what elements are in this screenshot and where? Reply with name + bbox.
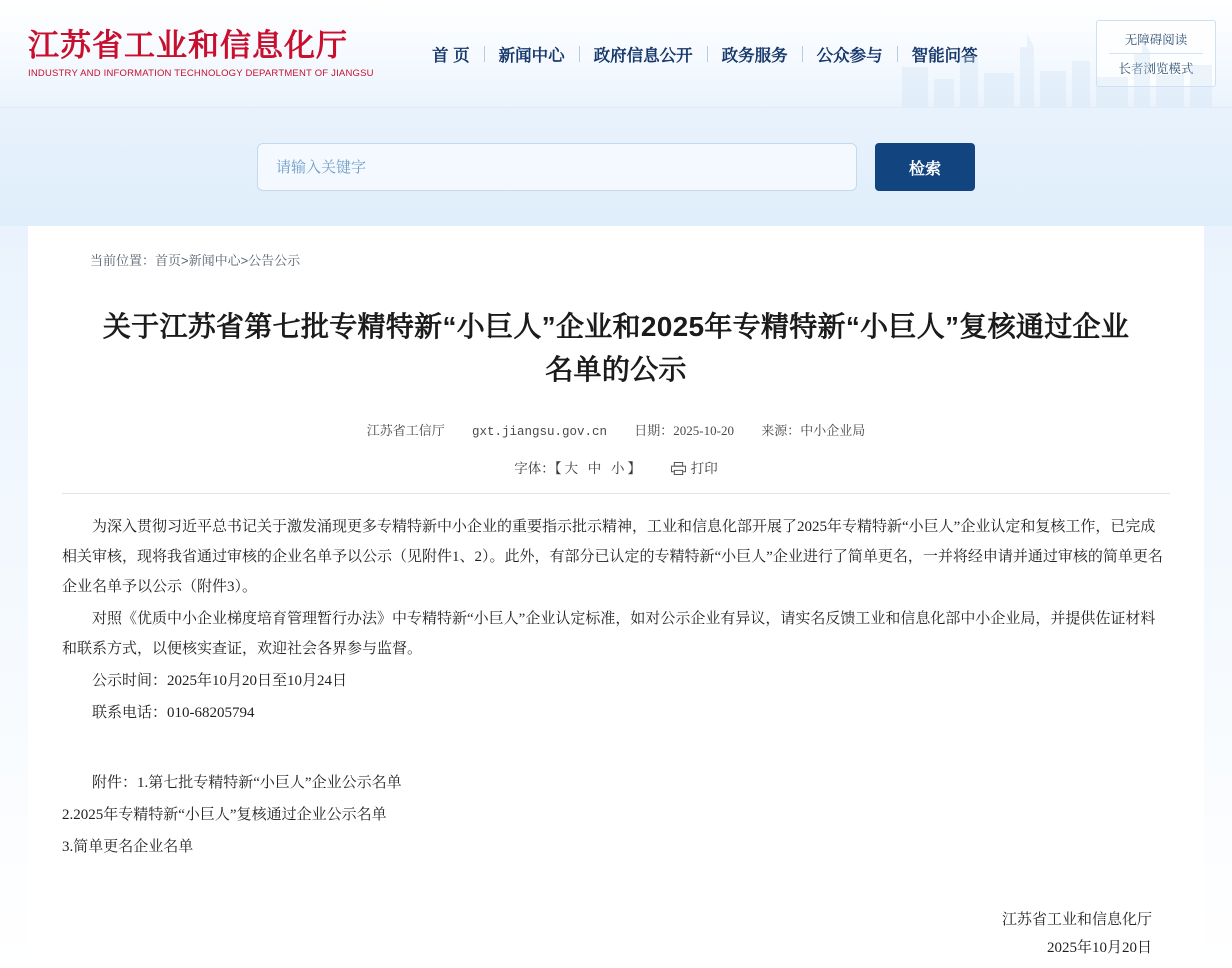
breadcrumb[interactable]: 当前位置：首页>新闻中心>公告公示 — [90, 253, 301, 268]
accessibility-reading-link[interactable]: 无障碍阅读 — [1124, 33, 1188, 47]
article-paragraph-2: 对照《优质中小企业梯度培育管理暂行办法》中专精特新“小巨人”企业认定标准，如对公示企业有异议，请实名反馈工业和信息化部中小企业局，并提供佐证材料和联系方式，以便核实查证，欢迎社会各界参与监督。 — [62, 610, 1156, 657]
font-size-small[interactable]: 小 — [611, 460, 625, 476]
article-card — [28, 226, 1204, 968]
attachments-section — [62, 768, 1170, 862]
signature-org: 江苏省工业和信息化厅 — [1001, 911, 1152, 928]
nav-item-government-services[interactable]: 政务服务 — [721, 46, 788, 65]
font-size-controls — [62, 457, 1170, 477]
logo-title-cn: 江苏省工业和信息化厅 — [28, 27, 348, 63]
font-label: 字体： — [514, 460, 555, 476]
attachment-1-label: 1.第七批专精特新“小巨人”企业公示名单 — [137, 774, 402, 791]
signature-block — [62, 906, 1170, 963]
attachment-item-2[interactable]: 2.2025年专精特新“小巨人”复核通过企业公示名单 — [62, 806, 387, 823]
site-logo[interactable] — [0, 28, 400, 80]
search-button[interactable]: 检索 — [875, 143, 975, 191]
nav-item-home[interactable]: 首 页 — [432, 46, 470, 65]
nav-item-public-participation[interactable]: 公众参与 — [816, 46, 883, 65]
elder-browsing-mode-link[interactable]: 长者浏览模式 — [1118, 62, 1194, 76]
bracket-close: 】 — [627, 460, 641, 476]
font-size-medium[interactable]: 中 — [587, 460, 602, 476]
search-section — [0, 108, 1232, 226]
print-label: 打印 — [690, 460, 718, 476]
signature-date: 2025年10月20日 — [1046, 940, 1152, 957]
notice-time: 公示时间：2025年10月20日至10月24日 — [92, 672, 348, 689]
accessibility-panel — [1096, 20, 1216, 87]
page-title: 关于江苏省第七批专精特新“小巨人”企业和2025年专精特新“小巨人”复核通过企业名单的公示 — [102, 311, 1130, 386]
attachment-item-1[interactable] — [62, 768, 1170, 798]
page-body — [0, 226, 1232, 968]
meta-source-dept: 江苏省工信厅 — [366, 422, 445, 438]
main-navigation — [418, 42, 1096, 66]
nav-item-smart-qa[interactable]: 智能问答 — [911, 46, 978, 65]
nav-item-government-info[interactable]: 政府信息公开 — [593, 46, 693, 65]
meta-site-url: gxt.jiangsu.gov.cn — [472, 424, 608, 439]
article-body — [62, 512, 1170, 963]
printer-icon — [671, 462, 686, 475]
attachment-item-3[interactable]: 3.简单更名企业名单 — [62, 838, 194, 855]
search-input[interactable] — [257, 143, 857, 191]
contact-phone: 联系电话：010-68205794 — [92, 704, 255, 721]
print-button[interactable] — [671, 461, 718, 476]
font-size-large[interactable]: 大 — [564, 460, 578, 476]
nav-item-news-center[interactable]: 新闻中心 — [498, 46, 565, 65]
attachments-label: 附件： — [92, 774, 138, 791]
bracket-open: 【 — [554, 460, 562, 476]
article-meta — [62, 420, 1170, 439]
site-header — [0, 0, 1232, 108]
logo-title-en: INDUSTRY AND INFORMATION TECHNOLOGY DEPARTMENT OF JIANGSU — [28, 68, 374, 80]
accessibility-divider — [1109, 53, 1203, 54]
meta-source: 来源：中小企业局 — [761, 422, 866, 438]
meta-date: 日期：2025-10-20 — [634, 422, 734, 438]
header-divider — [62, 493, 1170, 494]
article-paragraph-1: 为深入贯彻习近平总书记关于激发涌现更多专精特新中小企业的重要指示批示精神，工业和信息化部开展了2025年专精特新“小巨人”企业认定和复核工作，已完成相关审核，现将我省通过审核的企业名单予以公示（见附件1、2）。此外，有部分已认定的专精特新“小巨人”企业进行了简单更名，一并将经申请并通过审核的简单更名企业名单予以公示（附件3）。 — [62, 518, 1163, 595]
